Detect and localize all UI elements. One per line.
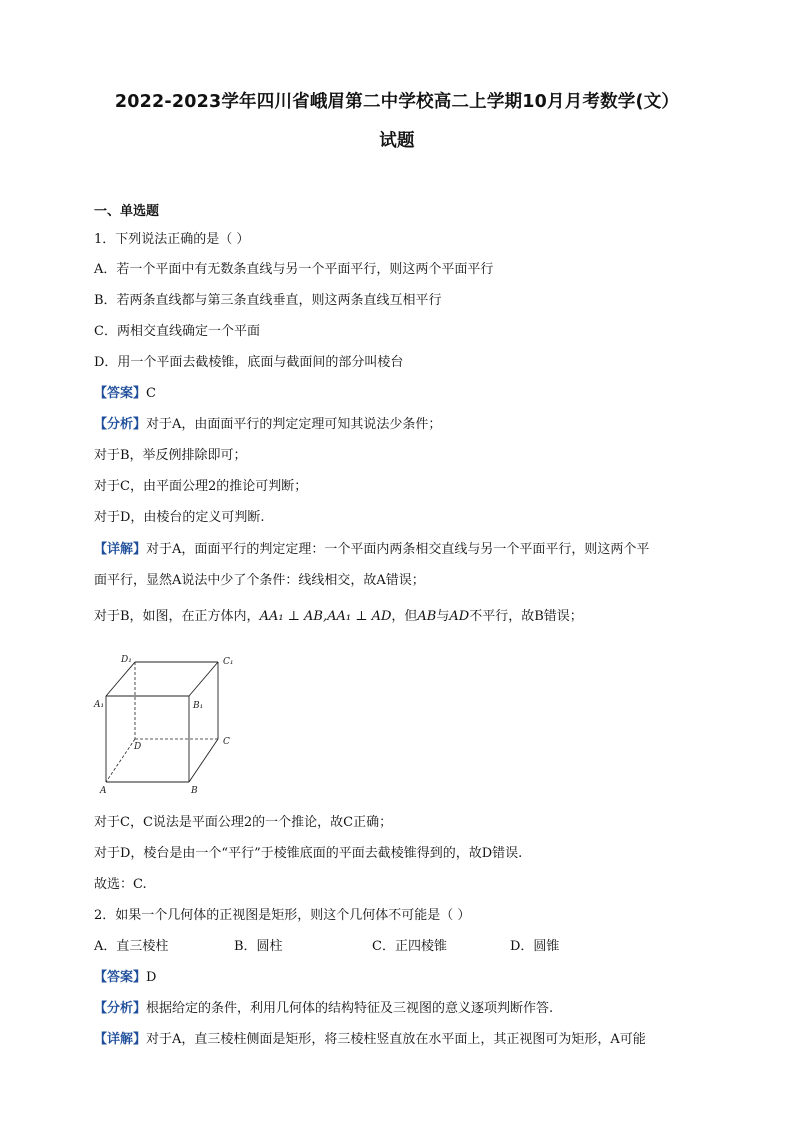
analysis-text: 根据给定的条件，利用几何体的结构特征及三视图的意义逐项判断作答. xyxy=(146,1001,554,1016)
question-2-stem: 2．如果一个几何体的正视图是矩形，则这个几何体不可能是（ ） xyxy=(94,908,471,923)
choose-line: 故选：C. xyxy=(94,877,147,892)
detail-text: 对于A，面面平行的判定定理：一个平面内两条相交直线与另一个平面平行，则这两个平 xyxy=(146,542,650,557)
question-1-stem: 1．下列说法正确的是（ ） xyxy=(94,232,250,247)
cube-figure xyxy=(92,651,252,799)
question-1-option-d: D．用一个平面去截棱锥，底面与截面间的部分叫棱台 xyxy=(94,355,404,370)
detail-text: 对于A，直三棱柱侧面是矩形，将三棱柱竖直放在水平面上，其正视图可为矩形，A可能 xyxy=(146,1032,646,1047)
analysis-line: 对于C，由平面公理2的推论可判断； xyxy=(94,479,308,494)
question-1-option-a: A．若一个平面中有无数条直线与另一个平面平行，则这两个平面平行 xyxy=(94,262,494,277)
label-A: A xyxy=(100,786,107,796)
analysis-line: 对于B，举反例排除即可； xyxy=(94,448,247,463)
answer-tag: 【答案】 xyxy=(94,970,147,985)
label-C: C xyxy=(223,737,230,747)
detail-line: 面平行，显然A说法中少了个条件：线线相交，故A错误； xyxy=(94,573,425,588)
question-1-option-b: B．若两条直线都与第三条直线垂直，则这两条直线互相平行 xyxy=(94,293,442,308)
math-ab: AB xyxy=(417,609,437,624)
section-heading: 一、单选题 xyxy=(94,204,160,219)
detail-line-with-math xyxy=(94,608,583,626)
question-2-option-b: B．圆柱 xyxy=(234,939,283,954)
document-title: 2022-2023学年四川省峨眉第二中学校高二上学期10月月考数学(文） xyxy=(114,92,680,112)
question-1-analysis xyxy=(94,416,441,434)
analysis-text: 对于A，由面面平行的判定定理可知其说法少条件； xyxy=(146,417,442,432)
detail-tag: 【详解】 xyxy=(94,1032,147,1047)
question-2-option-a: A．直三棱柱 xyxy=(94,939,169,954)
detail-text: 对于B，如图，在正方体内， xyxy=(94,609,260,624)
detail-line: 对于D，棱台是由一个“平行”于棱锥底面的平面去截棱锥得到的，故D错误. xyxy=(94,846,523,861)
analysis-line: 对于D，由棱台的定义可判断. xyxy=(94,510,265,525)
analysis-tag: 【分析】 xyxy=(94,1001,147,1016)
analysis-tag: 【分析】 xyxy=(94,417,147,432)
math-expression: AA₁ ⊥ AB,AA₁ ⊥ AD xyxy=(259,609,392,624)
label-D1: D₁ xyxy=(121,655,132,665)
label-B1: B₁ xyxy=(193,701,204,711)
question-2-option-d: D．圆锥 xyxy=(510,939,560,954)
detail-text: ，但 xyxy=(391,609,418,624)
detail-text: 与 xyxy=(436,609,450,624)
answer-tag: 【答案】 xyxy=(94,386,147,401)
question-1-detail xyxy=(94,541,649,559)
question-2-analysis xyxy=(94,1000,553,1018)
question-2-option-c: C．正四棱锥 xyxy=(372,939,447,954)
label-D: D xyxy=(134,742,142,752)
question-1-answer xyxy=(94,385,156,403)
label-B: B xyxy=(191,786,198,796)
question-2-detail xyxy=(94,1031,646,1049)
answer-value: C xyxy=(146,386,156,401)
detail-line: 对于C，C说法是平面公理2的一个推论，故C正确； xyxy=(94,815,393,830)
answer-value: D xyxy=(146,970,157,985)
label-C1: C₁ xyxy=(223,657,234,667)
detail-tag: 【详解】 xyxy=(94,542,147,557)
math-ad: AD xyxy=(449,609,470,624)
question-2-answer xyxy=(94,969,156,987)
detail-text: 不平行，故B错误； xyxy=(469,609,583,624)
question-1-option-c: C．两相交直线确定一个平面 xyxy=(94,324,260,339)
document-title-continued: 试题 xyxy=(379,131,415,151)
label-A1: A₁ xyxy=(94,700,105,710)
